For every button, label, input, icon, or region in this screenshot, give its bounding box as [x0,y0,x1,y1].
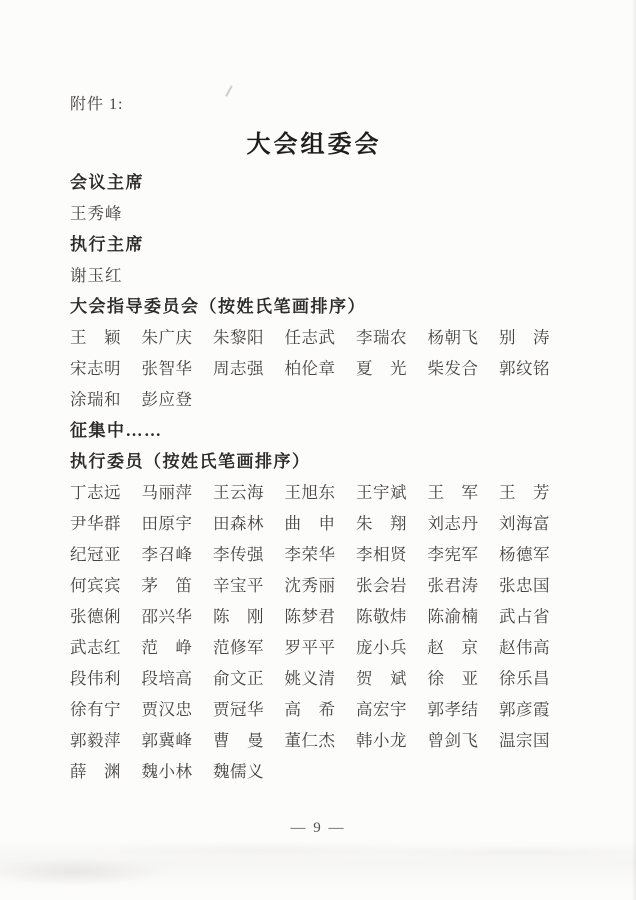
person-name: 别 涛 [499,328,550,347]
person-name: 王 军 [427,483,479,502]
person-name: 刘志丹 [427,514,479,533]
person-name: 陈敬炜 [356,607,407,626]
person-name: 李相贤 [356,545,407,564]
person-name: 郭孝结 [427,700,479,719]
meeting-chair-heading: 会议主席 [70,173,144,192]
person-name: 董仁杰 [284,731,336,750]
person-name: 段伟利 [70,669,121,688]
name-row [70,353,558,384]
person-name: 曹 曼 [213,731,264,750]
person-name: 郭彦霞 [499,700,550,719]
person-name: 王 颖 [70,328,121,347]
person-name: 王旭东 [284,483,336,502]
person-name: 陈 刚 [213,607,264,626]
name-row [70,601,558,632]
person-name: 张会岩 [356,576,407,595]
person-name: 高 希 [284,700,336,719]
person-name: 李瑞农 [356,328,407,347]
executive-members-name-grid [70,477,558,787]
person-name: 丁志远 [70,483,121,502]
person-name: 张忠国 [499,576,550,595]
person-name: 陈梦君 [284,607,336,626]
name-row [70,384,558,415]
person-name: 郭冀峰 [141,731,193,750]
person-name: 周志强 [213,359,264,378]
person-name: 田森林 [213,514,264,533]
person-name: 姚义清 [284,669,336,688]
person-name: 郭纹铭 [499,359,550,378]
person-name: 杨朝飞 [427,328,479,347]
document-content [70,90,558,787]
name-row [70,632,558,663]
meeting-chair-name: 王秀峰 [70,204,123,223]
name-row [70,539,558,570]
person-name: 贺 斌 [356,669,407,688]
executive-chair-heading: 执行主席 [70,235,144,254]
steering-committee-heading: 大会指导委员会（按姓氏笔画排序） [70,297,366,316]
collecting-note: 征集中…… [70,421,163,440]
person-name: 尹华群 [70,514,121,533]
person-name: 赵 京 [427,638,479,657]
name-row [70,725,558,756]
person-name: 邵兴华 [141,607,193,626]
person-name: 夏 光 [356,359,407,378]
person-name: 武占省 [499,607,550,626]
person-name: 王 芳 [499,483,550,502]
person-name: 俞文正 [213,669,264,688]
person-name: 王宇斌 [356,483,407,502]
person-name: 范修军 [213,638,264,657]
person-name: 罗平平 [284,638,336,657]
person-name: 徐有宁 [70,700,121,719]
person-name: 李传强 [213,545,264,564]
person-name: 李召峰 [141,545,193,564]
person-name: 田原宇 [141,514,193,533]
person-name: 王云海 [213,483,264,502]
person-name: 庞小兵 [356,638,407,657]
person-name: 柴发合 [427,359,479,378]
person-name: 马丽萍 [141,483,193,502]
person-name: 温宗国 [499,731,550,750]
person-name: 魏小林 [141,762,193,781]
name-row [70,570,558,601]
scan-artifact-band [0,840,636,890]
person-name: 沈秀丽 [284,576,336,595]
executive-chair-name: 谢玉红 [70,266,123,285]
person-name: 张德俐 [70,607,121,626]
person-name: 韩小龙 [356,731,407,750]
person-name: 魏儒义 [213,762,264,781]
person-name: 柏伦章 [284,359,336,378]
person-name: 纪冠亚 [70,545,121,564]
person-name: 徐乐昌 [499,669,550,688]
name-row [70,508,558,539]
person-name: 李荣华 [284,545,336,564]
person-name: 朱 翔 [356,514,407,533]
person-name: 朱黎阳 [213,328,264,347]
executive-members-heading: 执行委员（按姓氏笔画排序） [70,452,311,471]
person-name: 茅 笛 [141,576,193,595]
person-name: 郭毅萍 [70,731,121,750]
steering-committee-name-grid [70,322,558,415]
page-number: — 9 — [290,820,346,836]
person-name: 武志红 [70,638,121,657]
person-name: 李宪军 [427,545,479,564]
name-row [70,477,558,508]
name-row [70,663,558,694]
person-name: 高宏宇 [356,700,407,719]
person-name: 段培高 [141,669,193,688]
person-name: 曾剑飞 [427,731,479,750]
person-name: 刘海富 [499,514,550,533]
person-name: 杨德军 [499,545,550,564]
scan-edge-shadow [632,0,636,900]
page-title: 大会组委会 [246,132,382,158]
attachment-label: 附件 1: [70,96,124,113]
person-name: 朱广庆 [141,328,193,347]
name-row [70,322,558,353]
person-name: 曲 申 [284,514,336,533]
person-name: 彭应登 [141,390,193,409]
person-name: 宋志明 [70,359,121,378]
name-row [70,756,558,787]
person-name: 范 峥 [141,638,193,657]
person-name: 辛宝平 [213,576,264,595]
person-name: 赵伟高 [499,638,550,657]
person-name: 徐 亚 [427,669,479,688]
person-name: 贾汉忠 [141,700,193,719]
person-name: 任志武 [284,328,336,347]
person-name: 薛 渊 [70,762,121,781]
name-row [70,694,558,725]
person-name: 涂瑞和 [70,390,121,409]
person-name: 陈渝楠 [427,607,479,626]
person-name: 何宾宾 [70,576,121,595]
person-name: 张智华 [141,359,193,378]
person-name: 张君涛 [427,576,479,595]
person-name: 贾冠华 [213,700,264,719]
